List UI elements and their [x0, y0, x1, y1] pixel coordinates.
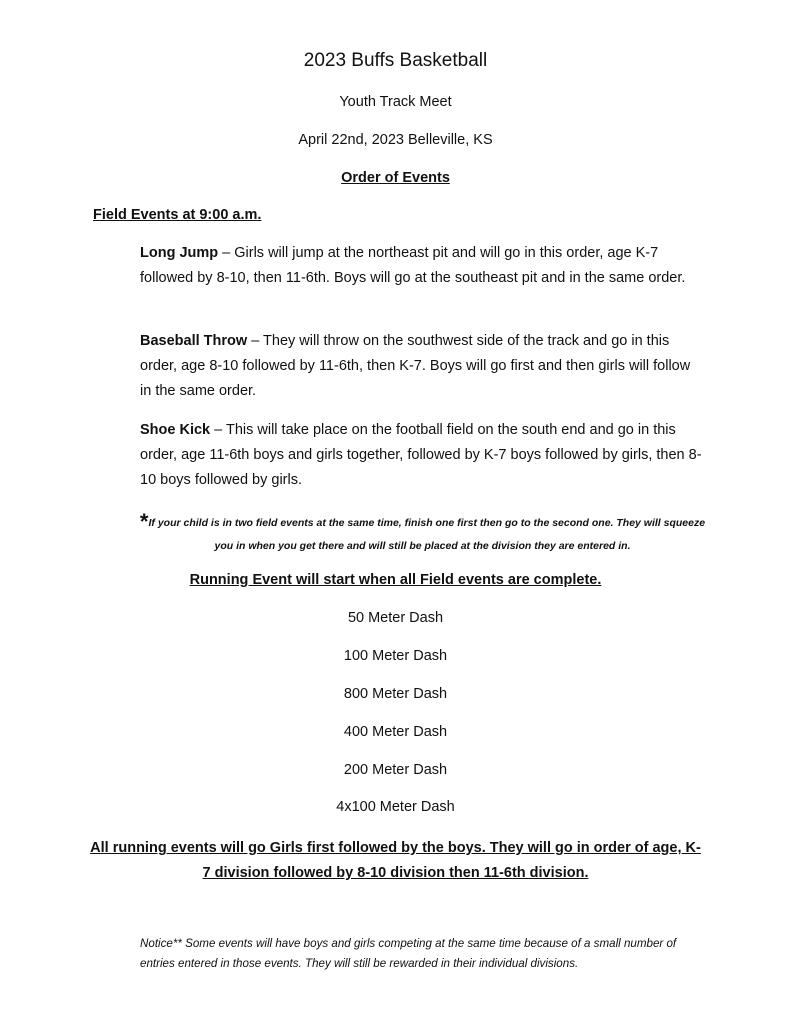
- running-event-item: 800 Meter Dash: [343, 686, 448, 702]
- event-name: Long Jump: [140, 245, 219, 261]
- running-event-item: 100 Meter Dash: [343, 648, 448, 664]
- event-description: – This will take place on the football field on the south end and go in this order, age 11-6th boys and girls together, followed by K-7 boys followed by girls, then 8-10 boys followed by girls.: [140, 422, 702, 488]
- running-event-item: 4x100 Meter Dash: [336, 799, 455, 815]
- baseball-throw-paragraph: [140, 329, 702, 404]
- running-order-note: All running events will go Girls first followed by the boys. They will go in order of age, K-7 division followed by 8-10 division then 11-6th division.: [90, 840, 701, 881]
- field-events-heading: Field Events at 9:00 a.m.: [93, 207, 262, 223]
- event-subtitle: Youth Track Meet: [339, 94, 452, 110]
- field-events-note: [135, 510, 710, 558]
- event-name: Baseball Throw: [140, 333, 248, 349]
- order-heading: Order of Events: [341, 170, 450, 186]
- long-jump-paragraph: [140, 241, 702, 291]
- date-location: April 22nd, 2023 Belleville, KS: [298, 132, 493, 148]
- running-event-item: 400 Meter Dash: [343, 724, 448, 740]
- shoe-kick-paragraph: [140, 418, 702, 493]
- footer-notice: Notice** Some events will have boys and girls competing at the same time because of a small number of entries entered in those events. They will still be rewarded in their individual divisions.: [140, 937, 677, 970]
- event-description: – They will throw on the southwest side of the track and go in this order, age 8-10 followed by 11-6th, then K-7. Boys will go first and then girls will follow in the same order.: [140, 333, 691, 399]
- running-event-item: 200 Meter Dash: [343, 762, 448, 778]
- running-events-heading: Running Event will start when all Field events are complete.: [189, 572, 602, 588]
- event-name: Shoe Kick: [140, 422, 211, 438]
- note-text: If your child is in two field events at the same time, finish one first then go to the second one. They will squeeze you in when you get there and will still be placed at the division they are entered in.: [148, 517, 706, 552]
- asterisk: *: [139, 509, 149, 534]
- document-title: 2023 Buffs Basketball: [303, 50, 488, 71]
- event-description: – Girls will jump at the northeast pit and will go in this order, age K-7 followed by 8-10, then 11-6th. Boys will go at the southeast pit and in the same order.: [140, 245, 686, 286]
- running-event-item: 50 Meter Dash: [347, 610, 444, 626]
